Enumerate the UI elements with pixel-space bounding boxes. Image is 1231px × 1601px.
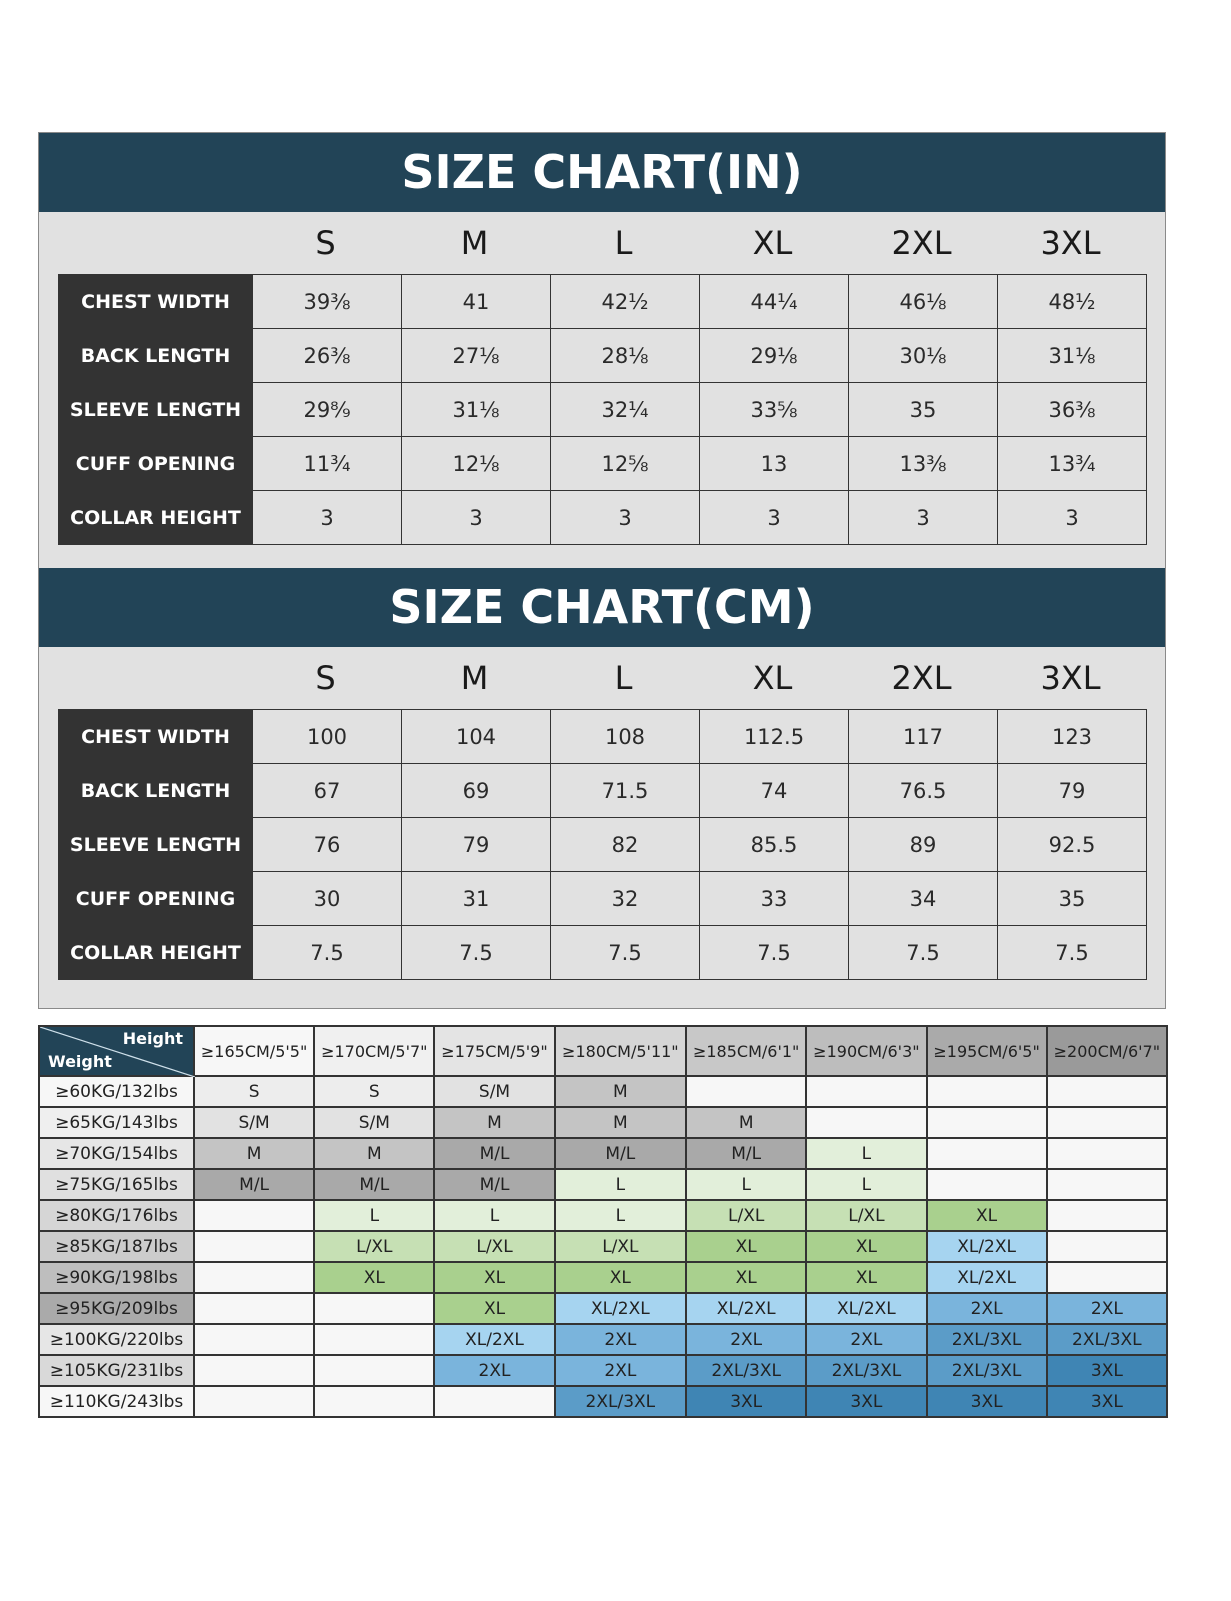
size-recommendation: XL (806, 1231, 926, 1262)
size-label: S (315, 659, 336, 697)
height-header: ≥185CM/6'1" (686, 1026, 806, 1076)
measurement-value: 76 (253, 818, 402, 872)
measurement-value: 117 (849, 710, 998, 764)
size-recommendation: M/L (314, 1169, 434, 1200)
size-recommendation: 2XL/3XL (555, 1386, 686, 1417)
height-weight-fit-table (38, 1025, 1168, 1418)
measurement-value: 30⅛ (849, 329, 998, 383)
inch-spec-table (58, 274, 1147, 545)
measurement-value: 32¼ (551, 383, 700, 437)
size-recommendation: 2XL (555, 1355, 686, 1386)
table-row (39, 1262, 1167, 1293)
size-chart-panel (38, 132, 1166, 1009)
weight-label: ≥75KG/165lbs (39, 1169, 194, 1200)
measurement-value: 79 (998, 764, 1147, 818)
measurement-value: 3 (402, 491, 551, 545)
measurement-value: 3 (849, 491, 998, 545)
size-recommendation (806, 1076, 926, 1107)
measurement-value: 26⅜ (253, 329, 402, 383)
measurement-label: SLEEVE LENGTH (59, 383, 253, 437)
size-label: 3XL (1040, 659, 1101, 697)
size-recommendation (1047, 1200, 1167, 1231)
table-row (39, 1076, 1167, 1107)
measurement-value: 31 (402, 872, 551, 926)
measurement-label: SLEEVE LENGTH (59, 818, 253, 872)
size-label: XL (752, 224, 793, 262)
size-recommendation: XL (314, 1262, 434, 1293)
size-recommendation: L/XL (434, 1231, 554, 1262)
size-recommendation (194, 1262, 314, 1293)
table-row (59, 926, 1147, 980)
size-recommendation: XL (555, 1262, 686, 1293)
table-row (39, 1293, 1167, 1324)
size-recommendation: XL/2XL (927, 1262, 1047, 1293)
measurement-label: CUFF OPENING (59, 872, 253, 926)
size-recommendation: S/M (194, 1107, 314, 1138)
measurement-value: 46⅛ (849, 275, 998, 329)
size-recommendation (194, 1355, 314, 1386)
size-recommendation (194, 1386, 314, 1417)
size-recommendation: M/L (686, 1138, 806, 1169)
measurement-value: 12⅝ (551, 437, 700, 491)
table-row (39, 1200, 1167, 1231)
measurement-value: 7.5 (402, 926, 551, 980)
size-recommendation: XL/2XL (927, 1231, 1047, 1262)
measurement-value: 100 (253, 710, 402, 764)
size-recommendation: XL/2XL (434, 1324, 554, 1355)
measurement-value: 89 (849, 818, 998, 872)
measurement-value: 34 (849, 872, 998, 926)
size-recommendation (927, 1076, 1047, 1107)
measurement-value: 28⅛ (551, 329, 700, 383)
measurement-value: 42½ (551, 275, 700, 329)
measurement-value: 39⅜ (253, 275, 402, 329)
size-recommendation: 2XL (806, 1324, 926, 1355)
size-recommendation (434, 1386, 554, 1417)
size-recommendation (1047, 1262, 1167, 1293)
size-recommendation: L/XL (806, 1200, 926, 1231)
table-row (59, 818, 1147, 872)
measurement-value: 29⁸⁄₉ (253, 383, 402, 437)
measurement-label: BACK LENGTH (59, 764, 253, 818)
size-label: 3XL (1040, 224, 1101, 262)
measurement-value: 79 (402, 818, 551, 872)
measurement-label: CUFF OPENING (59, 437, 253, 491)
size-recommendation: 2XL/3XL (927, 1324, 1047, 1355)
size-recommendation: M (314, 1138, 434, 1169)
table-row (59, 383, 1147, 437)
measurement-value: 13⅜ (849, 437, 998, 491)
size-recommendation: 2XL (927, 1293, 1047, 1324)
cm-chart-title: SIZE CHART(CM) (39, 568, 1165, 647)
table-row (59, 491, 1147, 545)
weight-label: ≥95KG/209lbs (39, 1293, 194, 1324)
weight-label: ≥80KG/176lbs (39, 1200, 194, 1231)
size-recommendation: M (555, 1076, 686, 1107)
size-recommendation: 2XL (434, 1355, 554, 1386)
measurement-value: 104 (402, 710, 551, 764)
size-recommendation: M (434, 1107, 554, 1138)
measurement-value: 35 (849, 383, 998, 437)
size-recommendation: 2XL (555, 1324, 686, 1355)
inch-chart-title: SIZE CHART(IN) (39, 133, 1165, 212)
measurement-value: 7.5 (700, 926, 849, 980)
size-recommendation: 2XL/3XL (806, 1355, 926, 1386)
weight-label: ≥100KG/220lbs (39, 1324, 194, 1355)
size-recommendation: M/L (434, 1169, 554, 1200)
size-recommendation: M (686, 1107, 806, 1138)
size-recommendation (806, 1107, 926, 1138)
size-label: S (315, 224, 336, 262)
measurement-label: COLLAR HEIGHT (59, 926, 253, 980)
measurement-value: 67 (253, 764, 402, 818)
cm-spec-table (58, 709, 1147, 980)
size-recommendation: L (806, 1169, 926, 1200)
measurement-value: 112.5 (700, 710, 849, 764)
size-recommendation: S (194, 1076, 314, 1107)
table-row (59, 710, 1147, 764)
size-recommendation (194, 1324, 314, 1355)
table-row (39, 1169, 1167, 1200)
measurement-value: 3 (551, 491, 700, 545)
size-recommendation: M/L (434, 1138, 554, 1169)
size-recommendation (314, 1355, 434, 1386)
size-recommendation: L/XL (686, 1200, 806, 1231)
size-recommendation: L (555, 1169, 686, 1200)
measurement-value: 7.5 (253, 926, 402, 980)
measurement-label: COLLAR HEIGHT (59, 491, 253, 545)
size-recommendation: 3XL (806, 1386, 926, 1417)
measurement-label: CHEST WIDTH (59, 710, 253, 764)
size-recommendation (1047, 1076, 1167, 1107)
table-row (59, 764, 1147, 818)
size-recommendation: 2XL/3XL (686, 1355, 806, 1386)
size-recommendation (194, 1293, 314, 1324)
size-recommendation: L (434, 1200, 554, 1231)
size-recommendation: XL (686, 1262, 806, 1293)
size-recommendation: L/XL (555, 1231, 686, 1262)
size-recommendation (1047, 1138, 1167, 1169)
inch-size-header (251, 212, 1145, 274)
measurement-value: 3 (700, 491, 849, 545)
size-recommendation: XL (686, 1231, 806, 1262)
measurement-label: BACK LENGTH (59, 329, 253, 383)
measurement-value: 3 (253, 491, 402, 545)
corner-cell (39, 1026, 194, 1076)
height-header: ≥180CM/5'11" (555, 1026, 686, 1076)
size-recommendation: 2XL (686, 1324, 806, 1355)
size-recommendation: XL (927, 1200, 1047, 1231)
height-header: ≥190CM/6'3" (806, 1026, 926, 1076)
size-recommendation: XL/2XL (555, 1293, 686, 1324)
measurement-value: 31⅛ (998, 329, 1147, 383)
measurement-value: 48½ (998, 275, 1147, 329)
weight-label: ≥90KG/198lbs (39, 1262, 194, 1293)
size-recommendation: XL/2XL (806, 1293, 926, 1324)
measurement-value: 13 (700, 437, 849, 491)
size-label: L (614, 659, 633, 697)
size-recommendation (1047, 1107, 1167, 1138)
measurement-value: 7.5 (849, 926, 998, 980)
measurement-value: 44¼ (700, 275, 849, 329)
height-axis-label: Height (122, 1029, 183, 1048)
size-recommendation (314, 1386, 434, 1417)
size-label: 2XL (891, 659, 952, 697)
size-recommendation: L/XL (314, 1231, 434, 1262)
measurement-value: 123 (998, 710, 1147, 764)
size-recommendation: 2XL/3XL (927, 1355, 1047, 1386)
table-row (59, 275, 1147, 329)
measurement-value: 85.5 (700, 818, 849, 872)
measurement-value: 7.5 (551, 926, 700, 980)
size-recommendation: XL/2XL (686, 1293, 806, 1324)
size-recommendation: M/L (194, 1169, 314, 1200)
size-recommendation: M/L (555, 1138, 686, 1169)
size-recommendation (927, 1169, 1047, 1200)
weight-label: ≥110KG/243lbs (39, 1386, 194, 1417)
weight-label: ≥85KG/187lbs (39, 1231, 194, 1262)
size-recommendation (194, 1200, 314, 1231)
size-recommendation: 2XL (1047, 1293, 1167, 1324)
size-recommendation (314, 1324, 434, 1355)
measurement-value: 3 (998, 491, 1147, 545)
size-recommendation: S/M (314, 1107, 434, 1138)
size-recommendation (314, 1293, 434, 1324)
size-recommendation: XL (434, 1262, 554, 1293)
table-row (39, 1138, 1167, 1169)
measurement-value: 11¾ (253, 437, 402, 491)
size-recommendation (1047, 1169, 1167, 1200)
measurement-value: 36⅜ (998, 383, 1147, 437)
size-recommendation: L (806, 1138, 926, 1169)
size-recommendation: S/M (434, 1076, 554, 1107)
table-row (59, 437, 1147, 491)
measurement-label: CHEST WIDTH (59, 275, 253, 329)
measurement-value: 27⅛ (402, 329, 551, 383)
table-row (59, 872, 1147, 926)
height-header: ≥165CM/5'5" (194, 1026, 314, 1076)
weight-label: ≥70KG/154lbs (39, 1138, 194, 1169)
measurement-value: 108 (551, 710, 700, 764)
measurement-value: 76.5 (849, 764, 998, 818)
height-header: ≥170CM/5'7" (314, 1026, 434, 1076)
size-recommendation: L (555, 1200, 686, 1231)
size-label: L (614, 224, 633, 262)
measurement-value: 69 (402, 764, 551, 818)
measurement-value: 29⅛ (700, 329, 849, 383)
weight-label: ≥60KG/132lbs (39, 1076, 194, 1107)
size-recommendation: M (555, 1107, 686, 1138)
weight-label: ≥65KG/143lbs (39, 1107, 194, 1138)
size-recommendation (194, 1231, 314, 1262)
size-recommendation: 3XL (1047, 1355, 1167, 1386)
measurement-value: 71.5 (551, 764, 700, 818)
measurement-value: 33 (700, 872, 849, 926)
measurement-value: 31⅛ (402, 383, 551, 437)
size-recommendation (1047, 1231, 1167, 1262)
size-recommendation: L (686, 1169, 806, 1200)
table-row (39, 1231, 1167, 1262)
measurement-value: 12⅛ (402, 437, 551, 491)
size-recommendation: XL (434, 1293, 554, 1324)
weight-label: ≥105KG/231lbs (39, 1355, 194, 1386)
measurement-value: 13¾ (998, 437, 1147, 491)
size-recommendation (686, 1076, 806, 1107)
height-header: ≥195CM/6'5" (927, 1026, 1047, 1076)
size-recommendation (927, 1107, 1047, 1138)
height-header: ≥175CM/5'9" (434, 1026, 554, 1076)
size-recommendation: 3XL (927, 1386, 1047, 1417)
size-recommendation (927, 1138, 1047, 1169)
measurement-value: 82 (551, 818, 700, 872)
table-row (39, 1107, 1167, 1138)
size-recommendation: M (194, 1138, 314, 1169)
measurement-value: 92.5 (998, 818, 1147, 872)
size-label: M (460, 224, 489, 262)
measurement-value: 35 (998, 872, 1147, 926)
size-recommendation: XL (806, 1262, 926, 1293)
size-recommendation: L (314, 1200, 434, 1231)
size-label: XL (752, 659, 793, 697)
size-label: M (460, 659, 489, 697)
size-label: 2XL (891, 224, 952, 262)
measurement-value: 74 (700, 764, 849, 818)
measurement-value: 41 (402, 275, 551, 329)
size-recommendation: 3XL (686, 1386, 806, 1417)
header-row (39, 1026, 1167, 1076)
height-header: ≥200CM/6'7" (1047, 1026, 1167, 1076)
size-recommendation: 2XL/3XL (1047, 1324, 1167, 1355)
table-row (59, 329, 1147, 383)
table-row (39, 1386, 1167, 1417)
measurement-value: 7.5 (998, 926, 1147, 980)
cm-size-header (251, 647, 1145, 709)
measurement-value: 32 (551, 872, 700, 926)
size-recommendation: S (314, 1076, 434, 1107)
size-recommendation: 3XL (1047, 1386, 1167, 1417)
table-row (39, 1355, 1167, 1386)
measurement-value: 33⅝ (700, 383, 849, 437)
measurement-value: 30 (253, 872, 402, 926)
weight-axis-label: Weight (48, 1052, 112, 1071)
table-row (39, 1324, 1167, 1355)
